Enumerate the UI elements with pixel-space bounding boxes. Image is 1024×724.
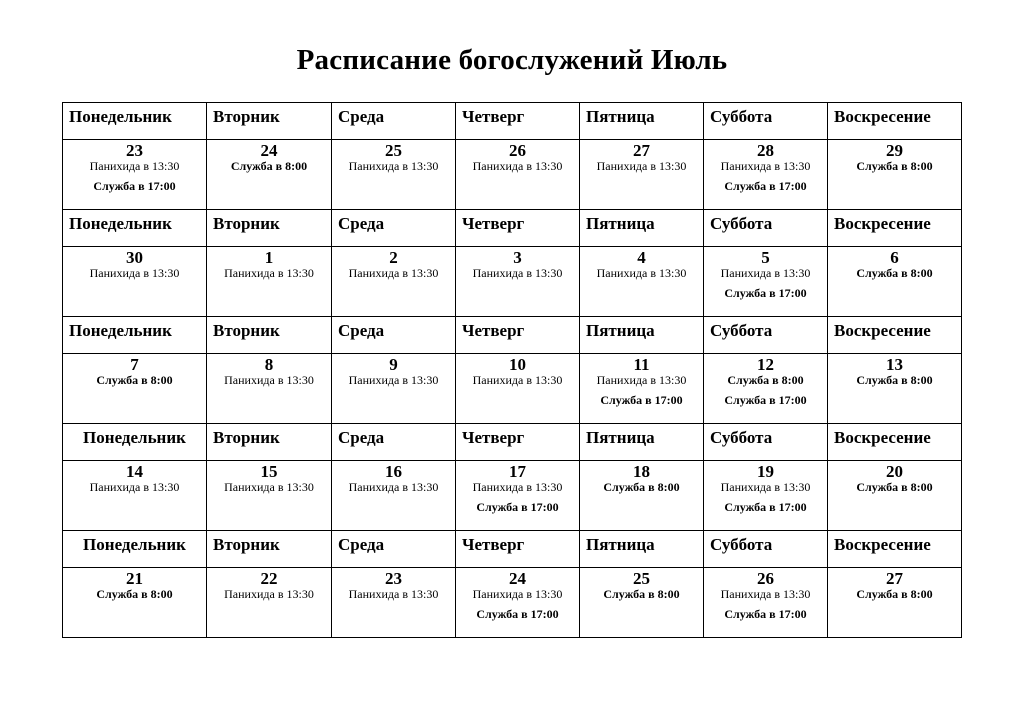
day-number: 28: [704, 140, 828, 160]
day-events-cell: [580, 480, 704, 531]
day-events-cell: [456, 587, 580, 638]
memorial-event: Панихида в 13:30: [720, 480, 811, 494]
day-number: 10: [456, 354, 580, 374]
service-event: Служба в 17:00: [724, 179, 807, 193]
day-number: 22: [207, 568, 332, 588]
schedule-table: [62, 102, 962, 638]
memorial-event: Панихида в 13:30: [224, 480, 314, 494]
day-number: 8: [207, 354, 332, 374]
day-number: 18: [580, 461, 704, 481]
day-events-cell: [704, 266, 828, 317]
service-event: Служба в 17:00: [724, 607, 807, 621]
day-events-cell: [828, 480, 962, 531]
weekday-header-cell: Среда: [332, 317, 456, 354]
memorial-event: Панихида в 13:30: [224, 587, 314, 601]
weekday-header-cell: Вторник: [207, 210, 332, 247]
day-events-cell: [580, 373, 704, 424]
day-events-cell: [207, 159, 332, 210]
day-events-cell: [704, 159, 828, 210]
weekday-header-cell: Вторник: [207, 424, 332, 461]
day-events-cell: [207, 480, 332, 531]
service-event: Служба в 17:00: [476, 607, 559, 621]
day-number: 4: [580, 247, 704, 267]
weekday-header-cell: Пятница: [580, 210, 704, 247]
day-events-cell: [332, 266, 456, 317]
weekday-header-cell: Понедельник: [63, 103, 207, 140]
memorial-event: Панихида в 13:30: [596, 373, 687, 387]
service-event: Служба в 17:00: [93, 179, 176, 193]
weekday-header-cell: Пятница: [580, 424, 704, 461]
day-events-cell: [704, 587, 828, 638]
page-title: Расписание богослужений Июль: [296, 44, 728, 76]
weekday-header-cell: Четверг: [456, 103, 580, 140]
events-row: [63, 587, 962, 638]
day-number: 1: [207, 247, 332, 267]
weekday-header-cell: Пятница: [580, 531, 704, 568]
day-events-cell: [63, 266, 207, 317]
weekday-header-cell: Суббота: [704, 531, 828, 568]
weekday-header-cell: Четверг: [456, 210, 580, 247]
day-number: 27: [828, 568, 962, 588]
weekday-header-cell: Понедельник: [63, 210, 207, 247]
day-events-cell: [332, 480, 456, 531]
day-events-cell: [456, 266, 580, 317]
day-number: 21: [63, 568, 207, 588]
day-number: 19: [704, 461, 828, 481]
weekday-header-cell: Пятница: [580, 317, 704, 354]
day-events-cell: [207, 266, 332, 317]
day-number: 11: [580, 354, 704, 374]
day-events-cell: [332, 159, 456, 210]
day-events-cell: [63, 587, 207, 638]
date-row: [63, 461, 962, 481]
day-events-cell: [63, 480, 207, 531]
service-event: Служба в 17:00: [476, 500, 559, 514]
weekday-header-row: [63, 210, 962, 247]
day-number: 3: [456, 247, 580, 267]
memorial-event: Панихида в 13:30: [348, 587, 439, 601]
day-events-cell: [828, 373, 962, 424]
day-events-cell: [332, 587, 456, 638]
day-events-cell: [828, 266, 962, 317]
day-events-cell: [63, 373, 207, 424]
weekday-header-cell: Суббота: [704, 317, 828, 354]
day-events-cell: [207, 373, 332, 424]
day-number: 14: [63, 461, 207, 481]
service-event: Служба в 8:00: [856, 480, 933, 494]
day-number: 2: [332, 247, 456, 267]
day-number: 30: [63, 247, 207, 267]
weekday-header-cell: Воскресение: [828, 103, 962, 140]
day-number: 16: [332, 461, 456, 481]
service-event: Служба в 8:00: [603, 480, 680, 494]
day-number: 5: [704, 247, 828, 267]
day-number: 15: [207, 461, 332, 481]
memorial-event: Панихида в 13:30: [89, 159, 180, 173]
memorial-event: Панихида в 13:30: [472, 159, 563, 173]
day-events-cell: [828, 587, 962, 638]
day-number: 23: [332, 568, 456, 588]
day-number: 20: [828, 461, 962, 481]
weekday-header-row: [63, 424, 962, 461]
weekday-header-cell: Среда: [332, 424, 456, 461]
weekday-header-cell: Воскресение: [828, 317, 962, 354]
weekday-header-cell: Воскресение: [828, 424, 962, 461]
memorial-event: Панихида в 13:30: [348, 266, 439, 280]
day-events-cell: [580, 266, 704, 317]
day-events-cell: [207, 587, 332, 638]
service-event: Служба в 17:00: [724, 500, 807, 514]
weekday-header-cell: Вторник: [207, 103, 332, 140]
day-number: 13: [828, 354, 962, 374]
weekday-header-cell: Суббота: [704, 210, 828, 247]
day-number: 17: [456, 461, 580, 481]
weekday-header-cell: Понедельник: [63, 424, 207, 461]
memorial-event: Панихида в 13:30: [348, 480, 439, 494]
weekday-header-cell: Среда: [332, 210, 456, 247]
service-event: Служба в 17:00: [724, 393, 807, 407]
weekday-header-cell: Четверг: [456, 424, 580, 461]
service-event: Служба в 8:00: [856, 373, 933, 387]
weekday-header-cell: Воскресение: [828, 531, 962, 568]
weekday-header-cell: Понедельник: [63, 317, 207, 354]
service-event: Служба в 8:00: [603, 587, 680, 601]
day-events-cell: [332, 373, 456, 424]
day-events-cell: [704, 480, 828, 531]
day-number: 9: [332, 354, 456, 374]
day-number: 23: [63, 140, 207, 160]
weekday-header-cell: Среда: [332, 103, 456, 140]
day-number: 26: [456, 140, 580, 160]
day-number: 29: [828, 140, 962, 160]
memorial-event: Панихида в 13:30: [472, 373, 563, 387]
day-events-cell: [580, 159, 704, 210]
service-event: Служба в 8:00: [96, 373, 173, 387]
events-row: [63, 266, 962, 317]
memorial-event: Панихида в 13:30: [472, 587, 563, 601]
weekday-header-cell: Суббота: [704, 424, 828, 461]
weekday-header-row: [63, 317, 962, 354]
events-row: [63, 373, 962, 424]
day-events-cell: [828, 159, 962, 210]
day-events-cell: [63, 159, 207, 210]
day-number: 24: [207, 140, 332, 160]
day-events-cell: [704, 373, 828, 424]
memorial-event: Панихида в 13:30: [596, 159, 687, 173]
day-number: 6: [828, 247, 962, 267]
memorial-event: Панихида в 13:30: [89, 266, 180, 280]
service-event: Служба в 17:00: [724, 286, 807, 300]
service-event: Служба в 8:00: [230, 159, 308, 173]
date-row: [63, 247, 962, 267]
weekday-header-row: [63, 531, 962, 568]
weekday-header-cell: Четверг: [456, 317, 580, 354]
day-events-cell: [456, 159, 580, 210]
day-number: 26: [704, 568, 828, 588]
events-row: [63, 480, 962, 531]
memorial-event: Панихида в 13:30: [472, 266, 563, 280]
day-events-cell: [456, 480, 580, 531]
service-event: Служба в 8:00: [856, 587, 933, 601]
day-number: 24: [456, 568, 580, 588]
service-event: Служба в 8:00: [856, 159, 933, 173]
memorial-event: Панихида в 13:30: [89, 480, 180, 494]
memorial-event: Панихида в 13:30: [720, 266, 811, 280]
day-number: 25: [580, 568, 704, 588]
weekday-header-cell: Вторник: [207, 531, 332, 568]
memorial-event: Панихида в 13:30: [720, 159, 811, 173]
day-number: 25: [332, 140, 456, 160]
memorial-event: Панихида в 13:30: [348, 159, 439, 173]
weekday-header-cell: Суббота: [704, 103, 828, 140]
weekday-header-cell: Четверг: [456, 531, 580, 568]
weekday-header-cell: Понедельник: [63, 531, 207, 568]
day-number: 27: [580, 140, 704, 160]
weekday-header-cell: Пятница: [580, 103, 704, 140]
service-event: Служба в 8:00: [96, 587, 173, 601]
memorial-event: Панихида в 13:30: [720, 587, 811, 601]
date-row: [63, 568, 962, 588]
service-event: Служба в 17:00: [600, 393, 683, 407]
date-row: [63, 354, 962, 374]
day-events-cell: [580, 587, 704, 638]
weekday-header-cell: Воскресение: [828, 210, 962, 247]
memorial-event: Панихида в 13:30: [596, 266, 687, 280]
day-events-cell: [456, 373, 580, 424]
memorial-event: Панихида в 13:30: [224, 266, 314, 280]
memorial-event: Панихида в 13:30: [348, 373, 439, 387]
weekday-header-cell: Среда: [332, 531, 456, 568]
service-event: Служба в 8:00: [856, 266, 933, 280]
memorial-event: Панихида в 13:30: [472, 480, 563, 494]
weekday-header-row: [63, 103, 962, 140]
events-row: [63, 159, 962, 210]
memorial-event: Панихида в 13:30: [224, 373, 314, 387]
day-number: 12: [704, 354, 828, 374]
day-number: 7: [63, 354, 207, 374]
schedule-body: [63, 103, 962, 638]
service-event: Служба в 8:00: [727, 373, 804, 387]
weekday-header-cell: Вторник: [207, 317, 332, 354]
date-row: [63, 140, 962, 160]
